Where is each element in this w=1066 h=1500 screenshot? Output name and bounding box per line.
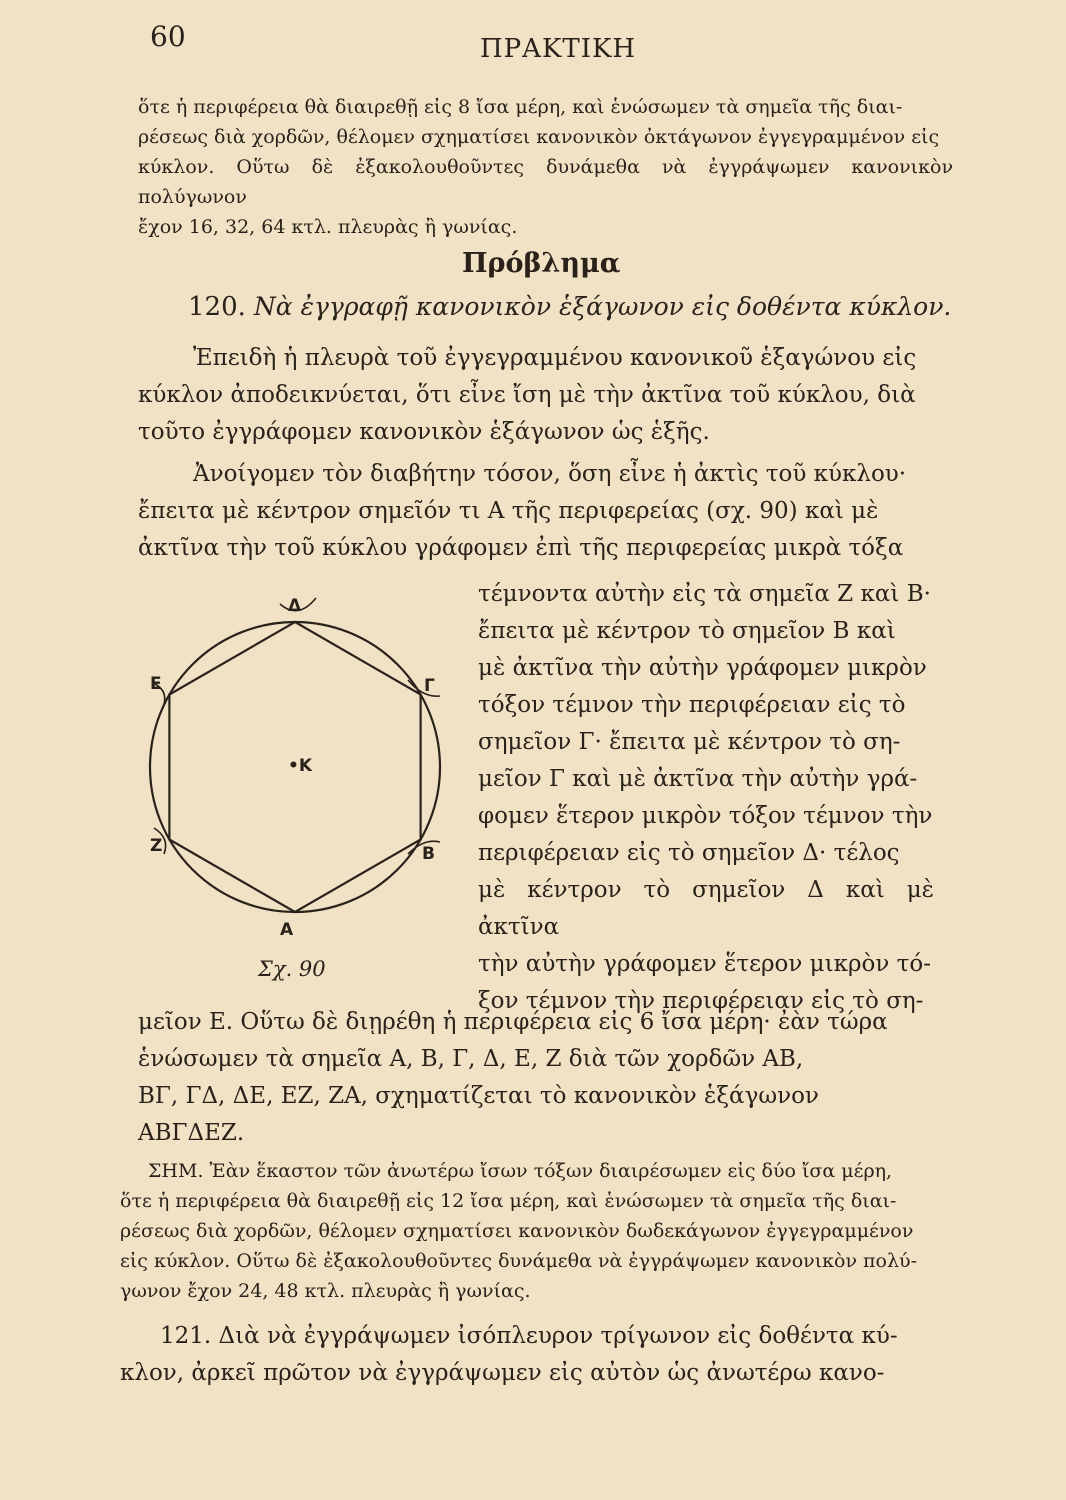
text-line: μὲ ἀκτῖνα τὴν αὐτὴν γράφομεν μικρὸν: [478, 655, 927, 681]
text-line: ΒΓ, ΓΔ, ΔΕ, ΕΖ, ΖΑ, σχηματίζεται τὸ κανονικὸν ἑξάγωνον: [138, 1083, 819, 1109]
text-line: ὅτε ἡ περιφέρεια θὰ διαιρεθῇ εἰς 8 ἴσα μέρη, καὶ ἑνώσωμεν τὰ σημεῖα τῆς διαι-: [138, 96, 903, 118]
text-line: Ἐπειδὴ ἡ πλευρὰ τοῦ ἐγγεγραμμένου κανονικοῦ ἑξαγώνου εἰς: [193, 345, 917, 371]
section-heading: Πρόβλημα: [462, 248, 621, 279]
text-line: ἔχον 16, 32, 64 κτλ. πλευρὰς ἢ γωνίας.: [138, 216, 518, 238]
text-line: εἰς κύκλον. Οὕτω δὲ ἐξακολουθοῦντες δυνάμεθα νὰ ἐγγράψωμεν κανονικὸν πολύ-: [120, 1250, 917, 1272]
text-line: μὲ κέντρον τὸ σημεῖον Δ καὶ μὲ ἀκτῖνα: [478, 877, 934, 940]
text-line: τόξον τέμνον τὴν περιφέρειαν εἰς τὸ: [478, 692, 906, 718]
problem-text: Νὰ ἐγγραφῇ κανονικὸν ἑξάγωνον εἰς δοθέντα κύκλον.: [253, 292, 952, 321]
text-line: μεῖον Γ καὶ μὲ ἀκτῖνα τὴν αὐτὴν γρά-: [478, 766, 918, 792]
paragraph-1: [138, 340, 953, 451]
problem-number: 120.: [188, 292, 246, 322]
text-line: κύκλον. Οὕτω δὲ ἐξακολουθοῦντες δυνάμεθα νὰ ἐγγράψωμεν κανονικὸν πολύγωνον: [138, 156, 953, 208]
label-beta: Β: [422, 844, 435, 864]
text-line: ἔπειτα μὲ κέντρον σημεῖόν τι Α τῆς περιφερείας (σχ. 90) καὶ μὲ: [138, 498, 879, 524]
text-line: ΑΒΓΔΕΖ.: [138, 1120, 245, 1146]
running-title: ΠΡΑΚΤΙΚΗ: [480, 34, 637, 64]
text-line: φομεν ἕτερον μικρὸν τόξον τέμνον τὴν: [478, 803, 933, 829]
text-line: τέμνοντα αὐτὴν εἰς τὰ σημεῖα Ζ καὶ Β·: [478, 581, 931, 607]
page-number: 60: [150, 20, 186, 53]
text-line: ρέσεως διὰ χορδῶν, θέλομεν σχηματίσει κανονικὸν δωδεκάγωνον ἐγγεγραμμένον: [120, 1220, 914, 1242]
text-line: ξον τέμνον τὴν περιφέρειαν εἰς τὸ ση-: [478, 988, 924, 1014]
paragraph-2: [138, 456, 953, 567]
label-gamma: Γ: [424, 676, 435, 696]
text-line: ἀκτῖνα τὴν τοῦ κύκλου γράφομεν ἐπὶ τῆς περιφερείας μικρὰ τόξα: [138, 535, 904, 561]
note-paragraph: [120, 1156, 935, 1306]
side-paragraph: [478, 576, 934, 1020]
label-delta: Δ: [288, 596, 302, 616]
text-line: ἔπειτα μὲ κέντρον τὸ σημεῖον Β καὶ: [478, 618, 896, 644]
text-line: κλον, ἀρκεῖ πρῶτον νὰ ἐγγράψωμεν εἰς αὐτὸν ὡς ἀνωτέρω κανο-: [120, 1360, 885, 1386]
text-line: τὴν αὐτὴν γράφομεν ἕτερον μικρὸν τό-: [478, 951, 932, 977]
figure-90: [140, 592, 470, 942]
problem-statement: [188, 292, 958, 322]
label-epsilon: Ε: [150, 674, 162, 694]
intro-paragraph: [138, 92, 953, 242]
label-alpha: Α: [280, 920, 294, 940]
figure-caption: Σχ. 90: [258, 957, 326, 981]
text-line: ΣΗΜ. Ἐὰν ἕκαστον τῶν ἀνωτέρω ἴσων τόξων διαιρέσωμεν εἰς δύο ἴσα μέρη,: [148, 1160, 893, 1182]
text-line: μεῖον Ε. Οὕτω δὲ διῃρέθη ἡ περιφέρεια εἰς 6 ἴσα μέρη· ἐὰν τώρα: [138, 1009, 888, 1035]
text-line: 121. Διὰ νὰ ἐγγράψωμεν ἰσόπλευρον τρίγωνον εἰς δοθέντα κύ-: [160, 1323, 898, 1349]
text-line: Ἀνοίγομεν τὸν διαβήτην τόσον, ὅση εἶνε ἡ ἀκτὶς τοῦ κύκλου·: [193, 461, 907, 487]
text-line: ρέσεως διὰ χορδῶν, θέλομεν σχηματίσει κανονικὸν ὀκτάγωνον ἐγγεγραμμένον εἰς: [138, 126, 940, 148]
text-line: κύκλον ἀποδεικνύεται, ὅτι εἶνε ἴση μὲ τὴν ἀκτῖνα τοῦ κύκλου, διὰ: [138, 382, 916, 408]
text-line: ὅτε ἡ περιφέρεια θὰ διαιρεθῇ εἰς 12 ἴσα μέρη, καὶ ἑνώσωμεν τὰ σημεῖα τῆς διαι-: [120, 1190, 897, 1212]
text-line: τοῦτο ἐγγράφομεν κανονικὸν ἑξάγωνον ὡς ἑξῆς.: [138, 419, 710, 445]
paragraph-3: [138, 1004, 938, 1152]
label-center-k: •Κ: [288, 756, 313, 776]
text-line: περιφέρειαν εἰς τὸ σημεῖον Δ· τέλος: [478, 840, 900, 866]
text-line: σημεῖον Γ· ἔπειτα μὲ κέντρον τὸ ση-: [478, 729, 901, 755]
label-zeta: Ζ: [150, 836, 163, 856]
text-line: γωνον ἔχον 24, 48 κτλ. πλευρὰς ἢ γωνίας.: [120, 1280, 531, 1302]
final-paragraph: [120, 1318, 935, 1392]
text-line: ἑνώσωμεν τὰ σημεῖα Α, Β, Γ, Δ, Ε, Ζ διὰ τῶν χορδῶν ΑΒ,: [138, 1046, 804, 1072]
